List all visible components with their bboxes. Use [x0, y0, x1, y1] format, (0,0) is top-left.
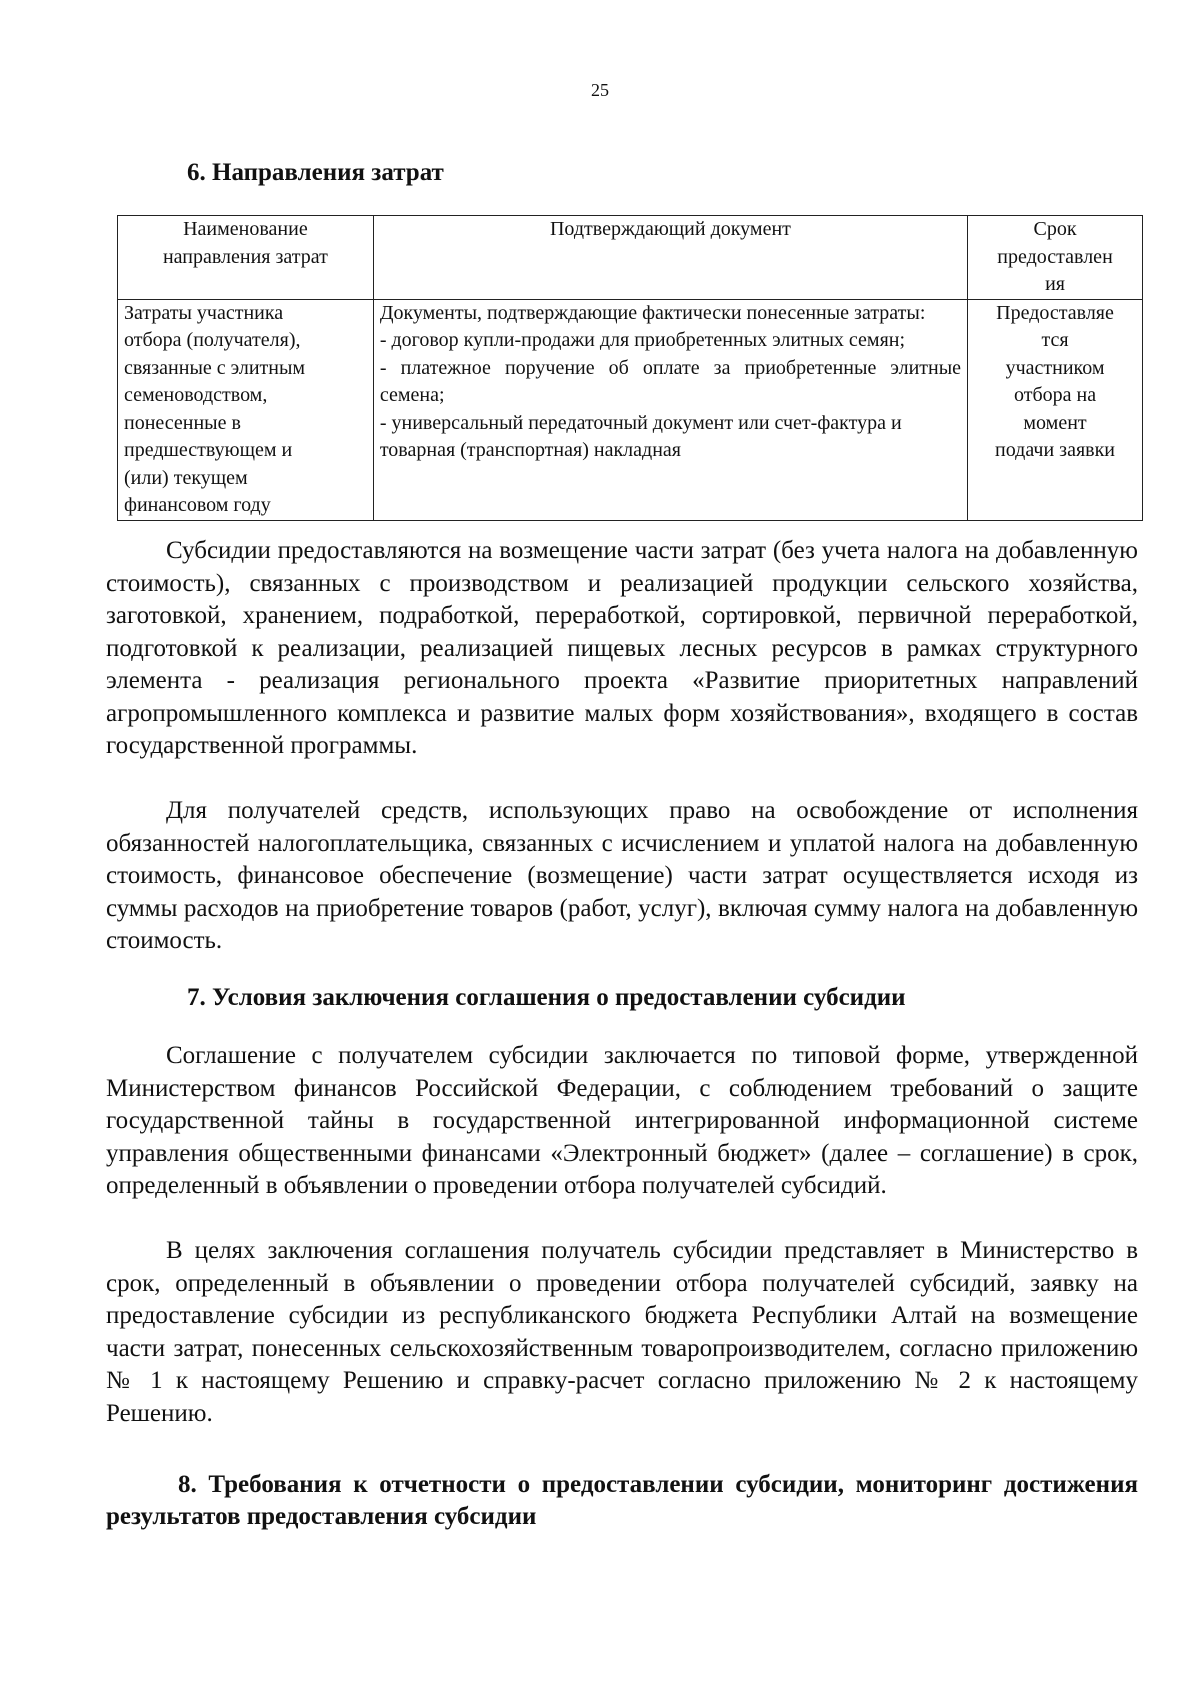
header-document [373, 216, 967, 300]
header-term [968, 216, 1143, 300]
page-number: 25 [591, 80, 609, 100]
header-line: ия [1045, 273, 1065, 295]
term-line: момент [1023, 411, 1087, 434]
table-row [118, 299, 1143, 520]
cost-name-line: Затраты участника [124, 301, 284, 324]
section-6-title: 6. Направления затрат [187, 159, 444, 186]
cost-name-line: понесенные в [124, 411, 241, 434]
header-line: Срок [1033, 218, 1077, 240]
term-line: отбора на [1013, 384, 1097, 406]
header-line: Наименование [183, 218, 308, 240]
term-cell [968, 299, 1143, 520]
cost-name-line: предшествующем и [124, 439, 293, 461]
header-line: направления затрат [162, 245, 328, 268]
term-line: участником [1005, 356, 1105, 379]
header-line: предоставлен [997, 245, 1113, 268]
cost-name-line: семеноводством, [124, 384, 268, 406]
cost-name-line: финансовом году [124, 494, 271, 516]
document-intro: Документы, подтверждающие фактически понесенные затраты: [379, 301, 926, 324]
cost-name-line: (или) текущем [124, 466, 248, 489]
paragraph-subsidies: Субсидии предоставляются на возмещение части затрат (без учета налога на добавленную стоимость), связанных с производством и реализацией продукции сельского хозяйства, заготовкой, хранением, подработкой, переработкой, сортировкой, первичной переработкой, подготовкой к реализации, реализацией пищевых лесных ресурсов в рамках структурного элемента - реализация регионального проекта «Развитие приоритетных направлений агропромышленного комплекса и развитие малых форм хозяйствования», входящего в состав государственной программы. [106, 537, 1138, 759]
document-item: - платежное поручение об оплате за приобретенные элитные семена; [379, 356, 962, 406]
cost-name-line: связанные с элитным [124, 356, 306, 379]
document-item: - договор купли-продажи для приобретенных элитных семян; [379, 329, 906, 351]
term-line: тся [1041, 329, 1069, 351]
document-item: - универсальный передаточный документ или счет-фактура и товарная (транспортная) накладная [379, 411, 902, 461]
section-8-title-text: 8. Требования к отчетности о предоставлении субсидии, мониторинг достижения результатов предоставления субсидии [106, 1471, 1138, 1530]
paragraph-application: В целях заключения соглашения получатель субсидии представляет в Министерство в срок, определенный в объявлении о проведении отбора получателей субсидий, заявку на предоставление субсидии из республиканского бюджета Республики Алтай на возмещение части затрат, понесенных сельскохозяйственным товаропроизводителем, согласно приложению № 1 к настоящему Решению и справку-расчет согласно приложению № 2 к настоящему Решению. [106, 1237, 1138, 1427]
term-line: Предоставляе [996, 301, 1114, 324]
paragraph-vat-exempt: Для получателей средств, использующих право на освобождение от исполнения обязанностей налогоплательщика, связанных с исчислением и уплатой налога на добавленную стоимость, финансовое обеспечение (возмещение) части затрат осуществляется исходя из суммы расходов на приобретение товаров (работ, услуг), включая сумму налога на добавленную стоимость. [106, 797, 1138, 954]
table-header-row [118, 216, 1143, 300]
section-7-title: 7. Условия заключения соглашения о предоставлении субсидии [187, 984, 906, 1011]
header-cost-name [118, 216, 374, 300]
paragraph-agreement: Соглашение с получателем субсидии заключается по типовой форме, утвержденной Министерством финансов Российской Федерации, с соблюдением требований о защите государственной тайны в государственной интегрированной информационной системе управления общественными финансами «Электронный бюджет» (далее – соглашение) в срок, определенный в объявлении о проведении отбора получателей субсидий. [106, 1042, 1138, 1199]
section-8-title [106, 1469, 1138, 1533]
header-line: Подтверждающий документ [549, 218, 791, 240]
term-line: подачи заявки [995, 439, 1116, 461]
document-cell [373, 299, 967, 520]
costs-table [117, 215, 1143, 521]
cost-name-line: отбора (получателя), [124, 329, 301, 351]
cost-name-cell [118, 299, 374, 520]
